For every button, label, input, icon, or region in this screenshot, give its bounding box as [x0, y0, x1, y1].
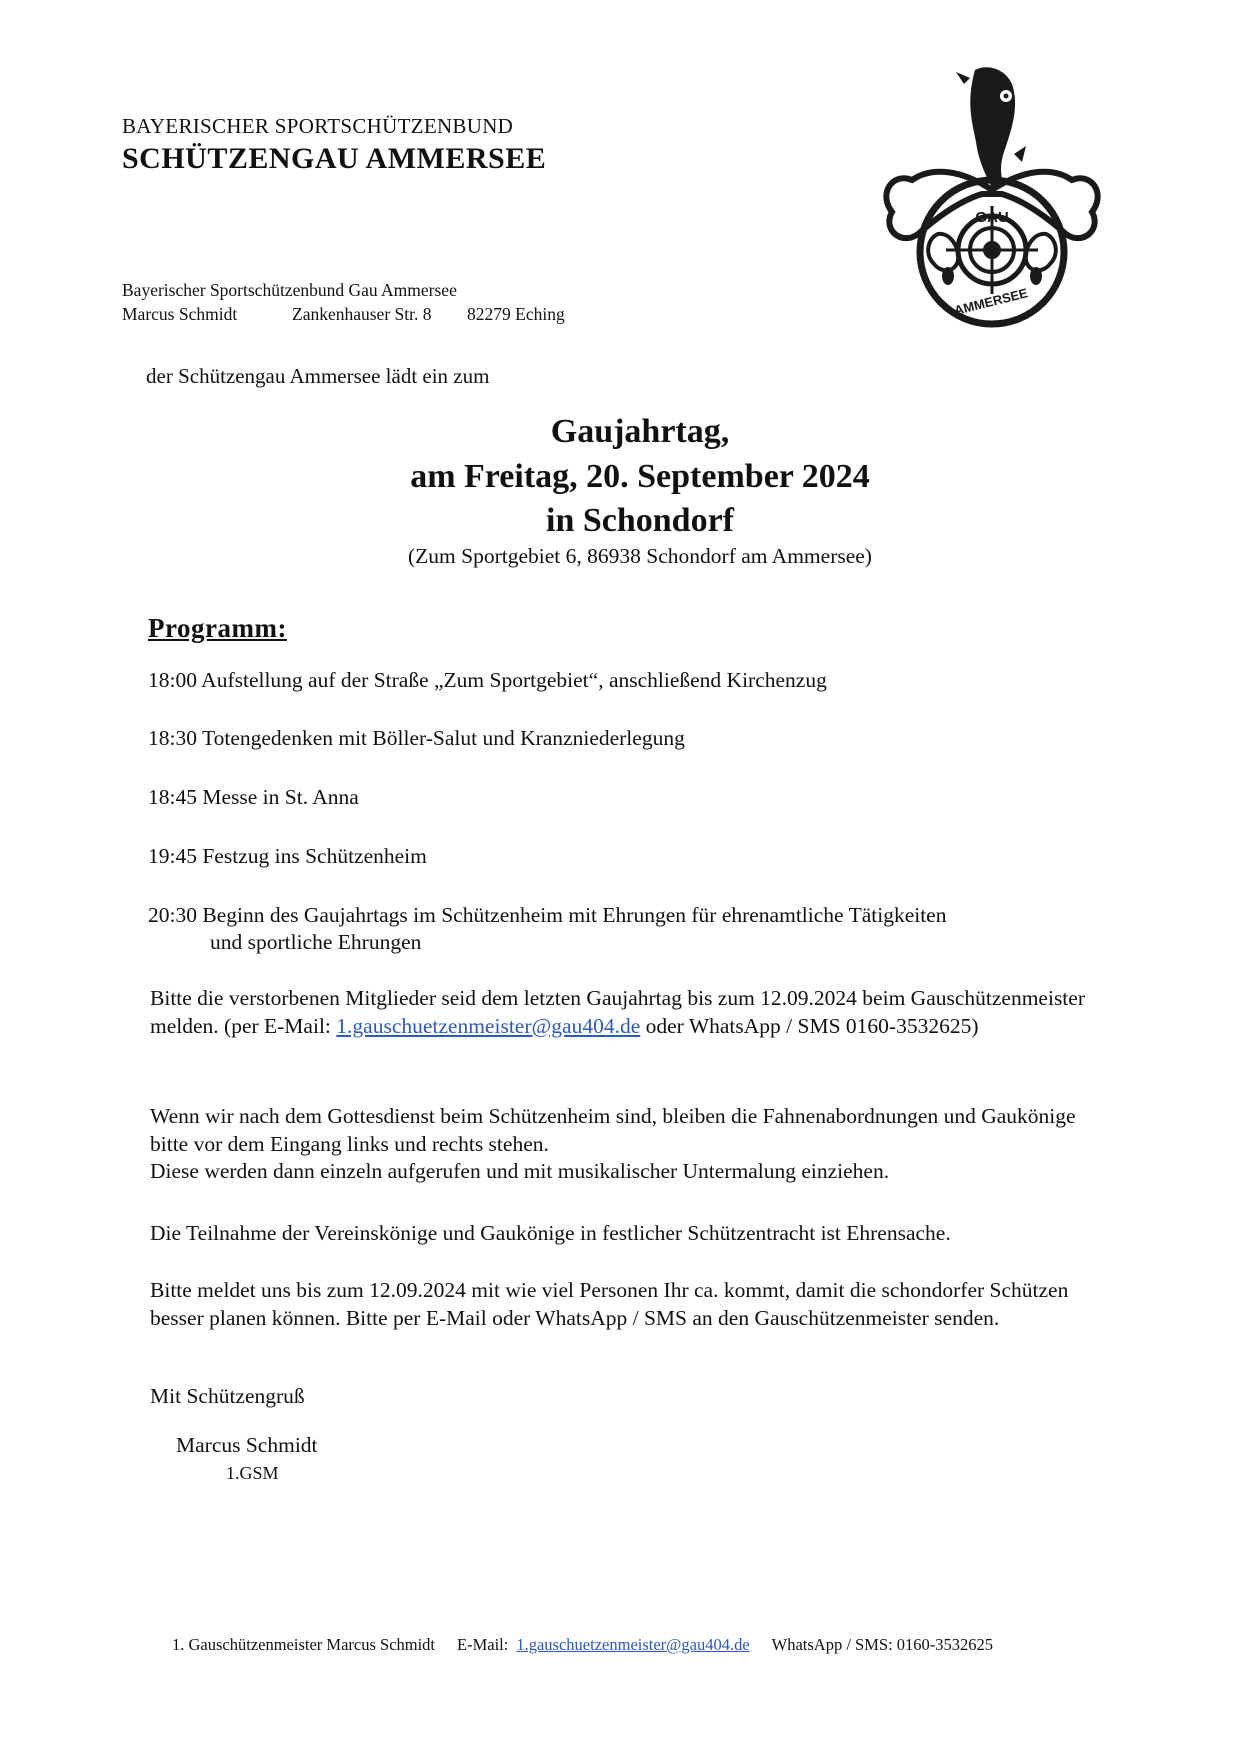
sender-line1: Bayerischer Sportschützenbund Gau Ammersee: [122, 280, 457, 300]
closing-greeting: Mit Schützengruß: [150, 1384, 305, 1408]
signature-name: Marcus Schmidt: [176, 1433, 318, 1457]
note-text: Bitte die verstorbenen Mitglieder seid dem letzten Gaujahrtag bis zum 12.09.2024 beim Gauschützenmeister melden. (per E-Mail:: [150, 986, 1085, 1038]
program-item: 18:45 Messe in St. Anna: [148, 785, 359, 809]
signature-title: 1.GSM: [226, 1463, 279, 1483]
footer-email-label: E-Mail:: [457, 1635, 509, 1654]
footer: [172, 1635, 1015, 1655]
logo-top-text: GAU: [975, 209, 1009, 226]
program-heading: Programm:: [148, 613, 287, 643]
footer-person: 1. Gauschützenmeister Marcus Schmidt: [172, 1635, 436, 1654]
note-text: oder WhatsApp / SMS 0160-3532625): [640, 1013, 979, 1038]
gau-emblem-logo: [872, 62, 1112, 330]
note-attire: Die Teilnahme der Vereinskönige und Gaukönige in festlicher Schützentracht ist Ehrensache.: [150, 1221, 951, 1245]
footer-email-link[interactable]: 1.gauschuetzenmeister@gau404.de: [516, 1635, 750, 1654]
sender-street: Zankenhauser Str. 8: [292, 304, 432, 324]
invitation-intro: der Schützengau Ammersee lädt ein zum: [146, 364, 490, 388]
program-item: 19:45 Festzug ins Schützenheim: [148, 844, 427, 868]
note-text: Diese werden dann einzeln aufgerufen und mit musikalischer Untermalung einziehen.: [150, 1159, 890, 1183]
note-flag-delegations: [150, 1103, 1110, 1186]
org-name-line1: BAYERISCHER SPORTSCHÜTZENBUND: [122, 114, 514, 138]
sender-name: Marcus Schmidt: [122, 304, 238, 324]
program-item: 20:30 Beginn des Gaujahrtags im Schützenheim mit Ehrungen für ehrenamtliche Tätigkeiten: [148, 903, 947, 927]
event-place: in Schondorf: [546, 502, 734, 539]
program-item: 18:00 Aufstellung auf der Straße „Zum Sportgebiet“, anschließend Kirchenzug: [148, 668, 827, 692]
org-name-line2: SCHÜTZENGAU AMMERSEE: [122, 142, 547, 175]
note-registration: Bitte meldet uns bis zum 12.09.2024 mit wie viel Personen Ihr ca. kommt, damit die schondorfer Schützen besser planen können. Bitte per E-Mail oder WhatsApp / SMS an den Gauschützenmeister senden.: [150, 1278, 1069, 1330]
fish-icon: [956, 67, 1026, 188]
logo-bottom-text: AMMERSEE: [952, 285, 1030, 318]
note-text: Wenn wir nach dem Gottesdienst beim Schützenheim sind, bleiben die Fahnenabordnungen und Gaukönige bitte vor dem Eingang links und rechts stehen.: [150, 1104, 1076, 1156]
program-item: 18:30 Totengedenken mit Böller-Salut und Kranzniederlegung: [148, 726, 685, 750]
note-deceased-members: [150, 985, 1110, 1040]
event-date: am Freitag, 20. September 2024: [410, 458, 870, 495]
program-item-continuation: und sportliche Ehrungen: [210, 930, 422, 954]
email-link[interactable]: 1.gauschuetzenmeister@gau404.de: [336, 1013, 641, 1038]
sender-city: 82279 Eching: [467, 304, 565, 324]
event-title: Gaujahrtag,: [550, 413, 730, 450]
footer-phone: WhatsApp / SMS: 0160-3532625: [771, 1635, 994, 1654]
event-address: (Zum Sportgebiet 6, 86938 Schondorf am Ammersee): [408, 544, 872, 568]
